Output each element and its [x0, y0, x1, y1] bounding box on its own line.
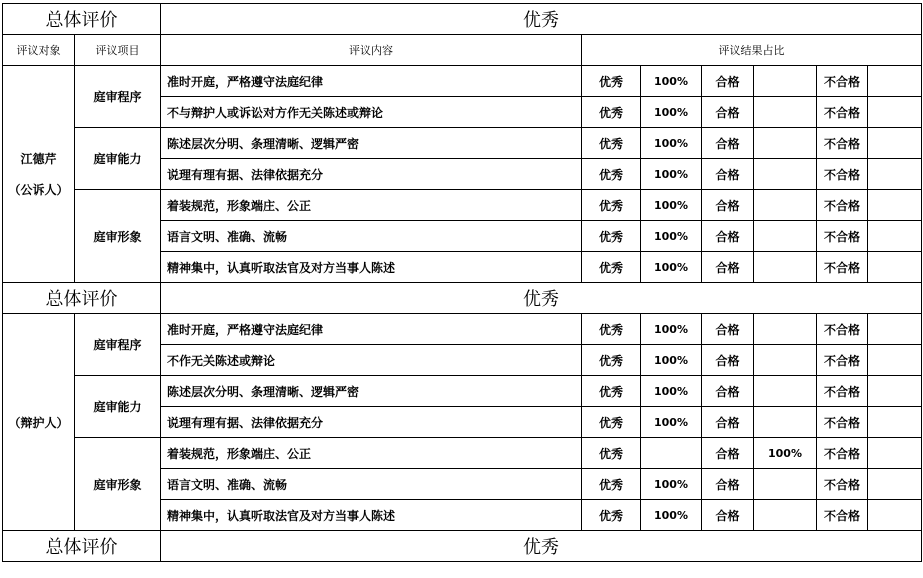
- table-row: [3, 376, 922, 407]
- grade-fail-percent: [868, 500, 922, 531]
- grade-fail-percent: [868, 314, 922, 345]
- grade-pass-percent: [754, 128, 817, 159]
- evaluation-content: 不与辩护人或诉讼对方作无关陈述或辩论: [161, 97, 582, 128]
- overall-value: 优秀: [161, 4, 922, 35]
- evaluated-party: [3, 66, 75, 283]
- grade-fail-label: 不合格: [817, 190, 868, 221]
- evaluated-party-name: 江德芹: [20, 152, 57, 166]
- evaluation-content: 说理有理有据、法律依据充分: [161, 407, 582, 438]
- grade-excellent-label: 优秀: [582, 190, 641, 221]
- grade-excellent-percent: 100%: [641, 159, 702, 190]
- overall-value: 优秀: [161, 283, 922, 314]
- grade-fail-label: 不合格: [817, 438, 868, 469]
- overall-evaluation-row: [3, 4, 922, 35]
- table-body: [3, 4, 922, 562]
- evaluation-content: 准时开庭，严格遵守法庭纪律: [161, 66, 582, 97]
- evaluation-item: 庭审形象: [75, 438, 161, 531]
- grade-pass-percent: [754, 97, 817, 128]
- grade-excellent-percent: 100%: [641, 407, 702, 438]
- grade-fail-percent: [868, 469, 922, 500]
- grade-fail-percent: [868, 438, 922, 469]
- grade-pass-percent: [754, 221, 817, 252]
- grade-pass-label: 合格: [702, 438, 754, 469]
- grade-excellent-percent: 100%: [641, 190, 702, 221]
- grade-pass-label: 合格: [702, 221, 754, 252]
- grade-excellent-percent: 100%: [641, 500, 702, 531]
- overall-label: 总体评价: [3, 283, 161, 314]
- grade-fail-percent: [868, 66, 922, 97]
- grade-pass-percent: 100%: [754, 438, 817, 469]
- grade-pass-percent: [754, 469, 817, 500]
- grade-pass-percent: [754, 252, 817, 283]
- evaluation-content: 精神集中，认真听取法官及对方当事人陈述: [161, 252, 582, 283]
- evaluation-content: 准时开庭，严格遵守法庭纪律: [161, 314, 582, 345]
- grade-fail-percent: [868, 376, 922, 407]
- grade-pass-label: 合格: [702, 159, 754, 190]
- overall-evaluation-row: [3, 283, 922, 314]
- grade-fail-label: 不合格: [817, 66, 868, 97]
- grade-excellent-label: 优秀: [582, 159, 641, 190]
- overall-label: 总体评价: [3, 4, 161, 35]
- evaluation-table: [2, 3, 922, 562]
- grade-pass-label: 合格: [702, 500, 754, 531]
- header-content: 评议内容: [161, 35, 582, 66]
- grade-excellent-percent: 100%: [641, 345, 702, 376]
- evaluation-content: 陈述层次分明、条理清晰、逻辑严密: [161, 128, 582, 159]
- header-result: 评议结果占比: [582, 35, 922, 66]
- grade-excellent-label: 优秀: [582, 128, 641, 159]
- grade-pass-percent: [754, 407, 817, 438]
- grade-pass-percent: [754, 500, 817, 531]
- grade-fail-label: 不合格: [817, 376, 868, 407]
- grade-fail-label: 不合格: [817, 97, 868, 128]
- grade-fail-label: 不合格: [817, 407, 868, 438]
- evaluation-item: 庭审程序: [75, 66, 161, 128]
- table-row: [3, 66, 922, 97]
- grade-fail-percent: [868, 407, 922, 438]
- table-row: [3, 128, 922, 159]
- grade-pass-label: 合格: [702, 407, 754, 438]
- grade-pass-percent: [754, 190, 817, 221]
- grade-excellent-label: 优秀: [582, 97, 641, 128]
- grade-pass-percent: [754, 345, 817, 376]
- grade-pass-label: 合格: [702, 469, 754, 500]
- grade-fail-percent: [868, 345, 922, 376]
- grade-fail-percent: [868, 221, 922, 252]
- grade-fail-percent: [868, 97, 922, 128]
- evaluated-party-name: （辩护人）: [8, 415, 69, 430]
- grade-fail-percent: [868, 159, 922, 190]
- grade-pass-percent: [754, 66, 817, 97]
- grade-pass-label: 合格: [702, 97, 754, 128]
- overall-value: 优秀: [161, 531, 922, 562]
- table-row: [3, 190, 922, 221]
- grade-excellent-label: 优秀: [582, 221, 641, 252]
- grade-pass-label: 合格: [702, 314, 754, 345]
- grade-excellent-label: 优秀: [582, 469, 641, 500]
- grade-excellent-percent: 100%: [641, 97, 702, 128]
- grade-fail-percent: [868, 128, 922, 159]
- header-object: 评议对象: [3, 35, 75, 66]
- grade-pass-label: 合格: [702, 345, 754, 376]
- grade-pass-percent: [754, 159, 817, 190]
- grade-fail-label: 不合格: [817, 314, 868, 345]
- grade-excellent-percent: 100%: [641, 376, 702, 407]
- overall-evaluation-row: [3, 531, 922, 562]
- grade-pass-percent: [754, 376, 817, 407]
- grade-excellent-percent: [641, 438, 702, 469]
- grade-excellent-percent: 100%: [641, 128, 702, 159]
- evaluation-content: 陈述层次分明、条理清晰、逻辑严密: [161, 376, 582, 407]
- grade-excellent-percent: 100%: [641, 221, 702, 252]
- grade-fail-percent: [868, 252, 922, 283]
- evaluation-content: 精神集中，认真听取法官及对方当事人陈述: [161, 500, 582, 531]
- evaluation-content: 说理有理有据、法律依据充分: [161, 159, 582, 190]
- grade-excellent-percent: 100%: [641, 469, 702, 500]
- header-item: 评议项目: [75, 35, 161, 66]
- evaluated-party-role: （公诉人）: [8, 183, 69, 197]
- overall-label: 总体评价: [3, 531, 161, 562]
- grade-excellent-percent: 100%: [641, 314, 702, 345]
- grade-excellent-label: 优秀: [582, 314, 641, 345]
- grade-excellent-label: 优秀: [582, 252, 641, 283]
- evaluation-item: 庭审程序: [75, 314, 161, 376]
- evaluated-party: [3, 314, 75, 531]
- grade-fail-label: 不合格: [817, 345, 868, 376]
- header-row: [3, 35, 922, 66]
- evaluation-item: 庭审形象: [75, 190, 161, 283]
- evaluation-content: 着装规范，形象端庄、公正: [161, 438, 582, 469]
- table-row: [3, 438, 922, 469]
- grade-pass-label: 合格: [702, 376, 754, 407]
- evaluation-content: 不作无关陈述或辩论: [161, 345, 582, 376]
- grade-excellent-label: 优秀: [582, 345, 641, 376]
- evaluation-content: 语言文明、准确、流畅: [161, 221, 582, 252]
- evaluation-item: 庭审能力: [75, 128, 161, 190]
- grade-fail-label: 不合格: [817, 469, 868, 500]
- grade-excellent-label: 优秀: [582, 438, 641, 469]
- grade-pass-label: 合格: [702, 190, 754, 221]
- grade-excellent-percent: 100%: [641, 252, 702, 283]
- grade-excellent-percent: 100%: [641, 66, 702, 97]
- evaluation-content: 语言文明、准确、流畅: [161, 469, 582, 500]
- grade-pass-label: 合格: [702, 252, 754, 283]
- grade-pass-label: 合格: [702, 66, 754, 97]
- grade-fail-label: 不合格: [817, 221, 868, 252]
- grade-fail-percent: [868, 190, 922, 221]
- grade-excellent-label: 优秀: [582, 407, 641, 438]
- grade-fail-label: 不合格: [817, 252, 868, 283]
- grade-pass-label: 合格: [702, 128, 754, 159]
- grade-excellent-label: 优秀: [582, 66, 641, 97]
- evaluation-content: 着装规范，形象端庄、公正: [161, 190, 582, 221]
- grade-excellent-label: 优秀: [582, 376, 641, 407]
- table-row: [3, 314, 922, 345]
- evaluation-item: 庭审能力: [75, 376, 161, 438]
- grade-fail-label: 不合格: [817, 500, 868, 531]
- grade-fail-label: 不合格: [817, 159, 868, 190]
- grade-fail-label: 不合格: [817, 128, 868, 159]
- grade-excellent-label: 优秀: [582, 500, 641, 531]
- grade-pass-percent: [754, 314, 817, 345]
